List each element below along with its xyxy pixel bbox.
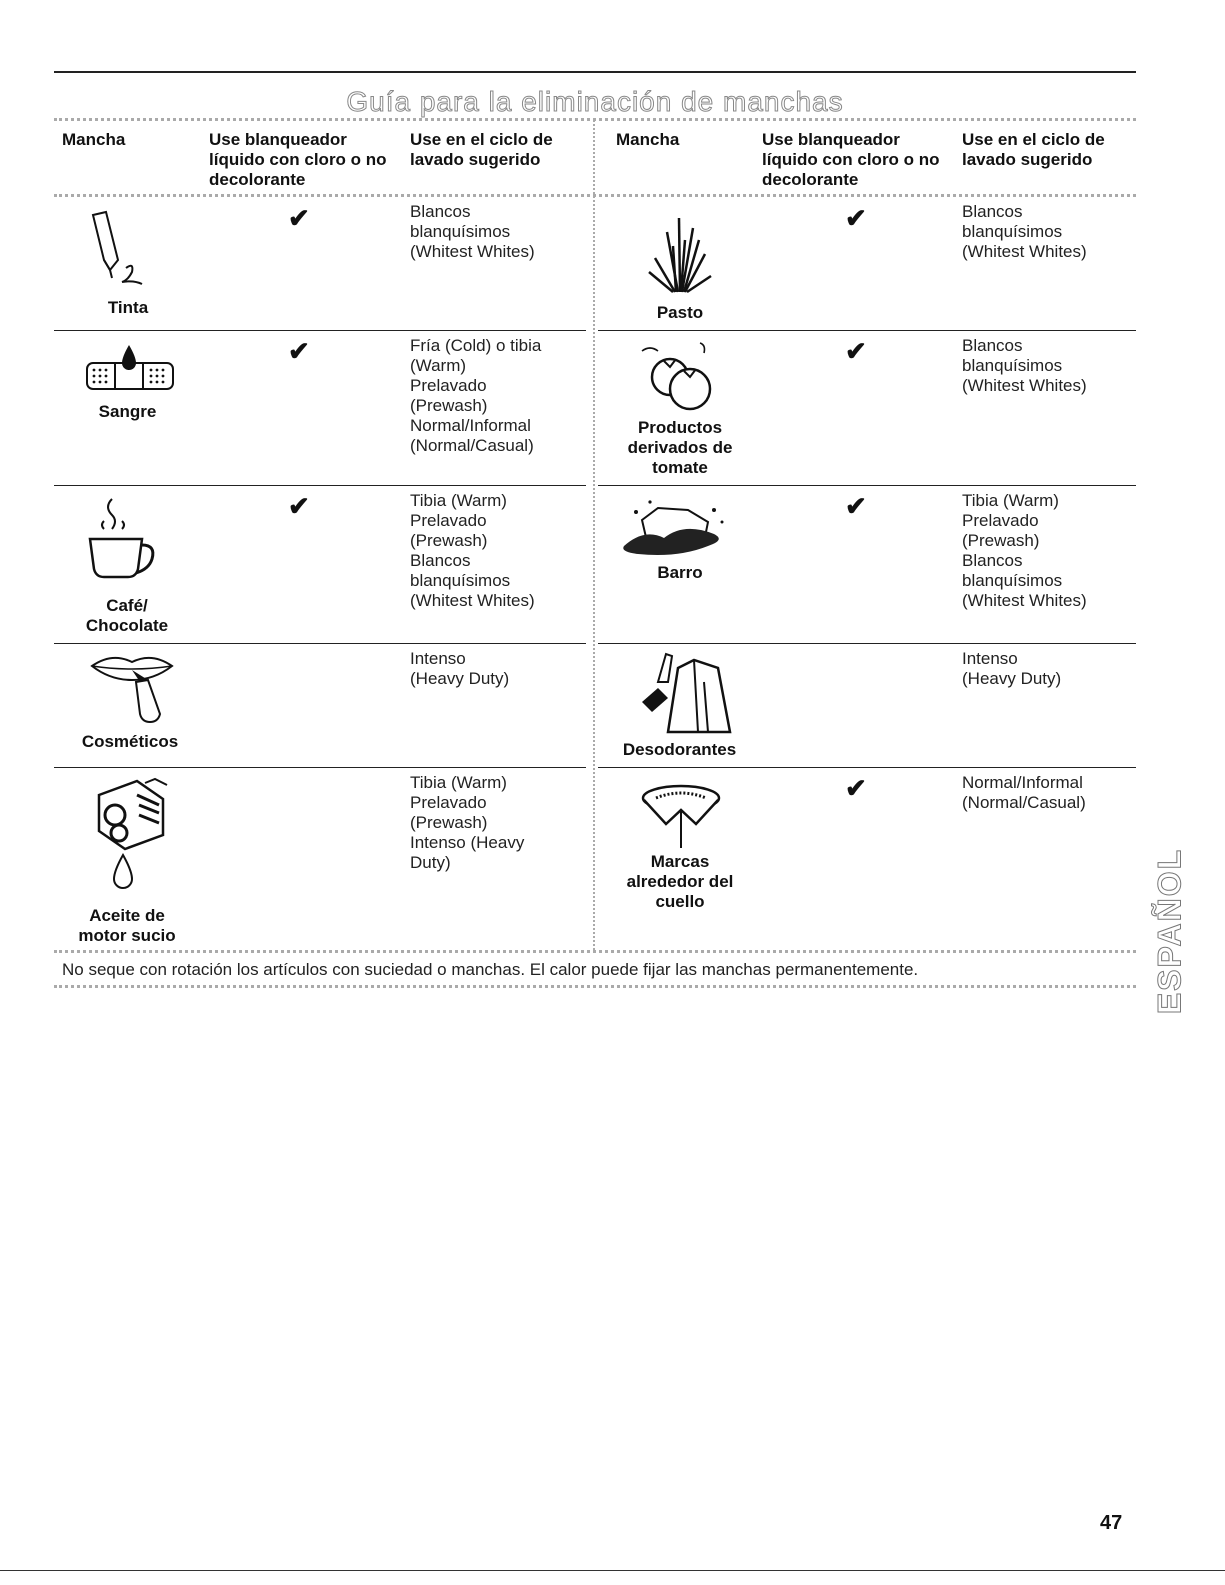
stain-label: Aceite de motor sucio	[78, 906, 176, 945]
row-divider	[54, 485, 586, 486]
wash-cycle: Fría (Cold) o tibia (Warm) Prelavado (Prewash) Normal/Informal (Normal/Casual)	[410, 336, 542, 455]
mud-icon	[618, 496, 728, 556]
row-divider	[598, 330, 1136, 331]
check-mark: ✔	[845, 336, 867, 366]
grass-icon	[645, 210, 715, 295]
engine-oil-icon	[85, 775, 175, 900]
header-stain-right: Mancha	[616, 130, 680, 149]
language-side-tab: ESPAÑOL	[1151, 847, 1188, 1014]
page-title: Guía para la eliminación de manchas	[346, 86, 844, 117]
tomato-icon	[640, 337, 720, 415]
coffee-cup-icon	[82, 495, 162, 585]
wash-cycle: Intenso (Heavy Duty)	[962, 649, 1062, 688]
header-cycle-left: Use en el ciclo de lavado sugerido	[410, 130, 553, 169]
pen-icon	[88, 210, 168, 290]
top-rule	[54, 71, 1136, 73]
page-number: 47	[1100, 1512, 1123, 1534]
bandage-icon	[85, 343, 175, 393]
header-bottom-divider	[54, 194, 1136, 197]
stain-label: Productos derivados de tomate	[627, 418, 733, 477]
stain-label: Café/ Chocolate	[85, 596, 169, 635]
check-mark: ✔	[845, 773, 867, 803]
bottom-rule	[0, 1570, 1225, 1571]
stain-label: Cosméticos	[81, 732, 179, 751]
footnote-divider	[54, 985, 1136, 988]
check-mark: ✔	[288, 491, 310, 521]
check-mark: ✔	[288, 203, 310, 233]
header-top-divider	[54, 118, 1136, 121]
deodorant-shirt-icon	[638, 652, 733, 737]
check-mark: ✔	[288, 336, 310, 366]
wash-cycle: Tibia (Warm) Prelavado (Prewash) Blancos blanquísimos (Whitest Whites)	[410, 491, 535, 610]
wash-cycle: Blancos blanquísimos (Whitest Whites)	[962, 336, 1087, 395]
stain-label: Desodorantes	[622, 740, 737, 759]
header-bleach-right: Use blanqueador líquido con cloro o no decolorante	[762, 130, 940, 189]
header-bleach-left: Use blanqueador líquido con cloro o no decolorante	[209, 130, 387, 189]
stain-label: Sangre	[98, 402, 157, 421]
row-divider	[598, 643, 1136, 644]
collar-icon	[636, 780, 726, 850]
wash-cycle: Tibia (Warm) Prelavado (Prewash) Intenso (Heavy Duty)	[410, 773, 525, 872]
stain-label: Marcas alrededor del cuello	[626, 852, 734, 911]
center-divider	[593, 120, 595, 950]
row-divider	[598, 485, 1136, 486]
table-bottom-divider	[54, 950, 1136, 953]
stain-label: Tinta	[107, 298, 149, 317]
wash-cycle: Blancos blanquísimos (Whitest Whites)	[410, 202, 535, 261]
wash-cycle: Intenso (Heavy Duty)	[410, 649, 510, 688]
header-stain-left: Mancha	[62, 130, 126, 149]
stain-label: Barro	[657, 563, 703, 582]
row-divider	[54, 767, 586, 768]
stain-label: Pasto	[656, 303, 704, 322]
row-divider	[54, 643, 586, 644]
wash-cycle: Normal/Informal (Normal/Casual)	[962, 773, 1086, 812]
check-mark: ✔	[845, 491, 867, 521]
footnote: No seque con rotación los artículos con suciedad o manchas. El calor puede fijar las manchas permanentemente.	[62, 960, 919, 979]
wash-cycle: Blancos blanquísimos (Whitest Whites)	[962, 202, 1087, 261]
row-divider	[54, 330, 586, 331]
lipstick-icon	[88, 652, 178, 724]
wash-cycle: Tibia (Warm) Prelavado (Prewash) Blancos blanquísimos (Whitest Whites)	[962, 491, 1087, 610]
check-mark: ✔	[845, 203, 867, 233]
header-cycle-right: Use en el ciclo de lavado sugerido	[962, 130, 1105, 169]
row-divider	[598, 767, 1136, 768]
